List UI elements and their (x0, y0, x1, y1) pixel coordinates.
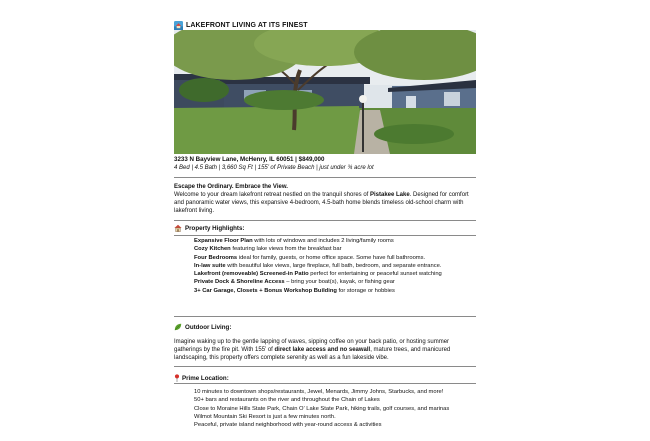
list-item: Wilmot Mountain Ski Resort is just a few minutes north. (194, 413, 336, 420)
intro-heading: Escape the Ordinary. Embrace the View. (174, 184, 288, 190)
outdoor-paragraph: Imagine waking up to the gentle lapping of waves, sipping coffee on your back patio, or hosting summer gatherings by the fire pit. With 155’ of direct lake access and no seawall, mature trees, and manicured landscaping, this property offers complete serenity as well as a fun lakeside vibe. (174, 339, 451, 361)
list-item: In-law suite with beautiful lake views, large fireplace, full bath, bedroom, and separate entrance. (194, 262, 442, 269)
list-item: Cozy Kitchen featuring lake views from the breakfast bar (194, 246, 342, 253)
lake-name: Pistakee Lake (370, 192, 410, 198)
house-icon (174, 224, 182, 232)
page-title: LAKEFRONT LIVING AT ITS FINEST (186, 21, 308, 29)
property-details: 4 Bed | 4.5 Bath | 3,660 Sq Ft | 155’ of Private Beach | just under ¾ acre lot (174, 165, 374, 171)
outdoor-living-heading: Outdoor Living: (174, 323, 231, 331)
property-highlights-list (194, 237, 442, 295)
lake-house-icon (174, 21, 183, 30)
list-item: Peaceful, private island neighborhood with year-round access & activities (194, 422, 382, 429)
list-item: Private Dock & Shoreline Access – bring your boat(s), kayak, or fishing gear (194, 279, 395, 286)
divider (174, 366, 476, 367)
pin-icon (174, 374, 180, 382)
divider (174, 220, 476, 221)
list-item: 3+ Car Garage, Closets + Bonus Workshop Building for storage or hobbies (194, 287, 395, 294)
list-item: Close to Moraine Hills State Park, Chain O’ Lake State Park, hiking trails, golf courses, and marinas (194, 405, 450, 412)
list-item: 50+ bars and restaurants on the river and throughout the Chain of Lakes (194, 397, 380, 404)
prime-location-heading: Prime Location: (174, 374, 229, 382)
listing-document (174, 17, 476, 429)
divider (174, 316, 476, 317)
house-photo (174, 30, 476, 154)
intro-paragraph: Welcome to your dream lakefront retreat nestled on the tranquil shores of Pistakee Lake. Designed for comfort and panoramic water views, this expansive 4-bedroom, 4.5-bath home blends timeless old-school charm with lakefront living. (174, 192, 469, 214)
lake-access-phrase: direct lake access and no seawall (274, 347, 371, 353)
divider (174, 383, 476, 384)
divider (174, 235, 476, 236)
list-item: Lakefront (removeable) Screened-in Patio perfect for entertaining or peaceful sunset watching (194, 271, 442, 278)
list-item: Four Bedrooms ideal for family, guests, or home office space. Some have full bathrooms. (194, 254, 426, 261)
list-item: 10 minutes to downtown shops/restaurants, Jewel, Menards, Jimmy Johns, Starbucks, and more! (194, 389, 444, 395)
divider (174, 177, 476, 178)
leaf-icon (174, 323, 182, 331)
list-item: Expansive Floor Plan with lots of windows and includes 2 living/family rooms (194, 238, 394, 244)
property-highlights-heading: Property Highlights: (174, 224, 244, 232)
location-list (194, 388, 449, 429)
address-price: 3233 N Bayview Lane, McHenry, IL 60051 | $849,000 (174, 156, 325, 163)
